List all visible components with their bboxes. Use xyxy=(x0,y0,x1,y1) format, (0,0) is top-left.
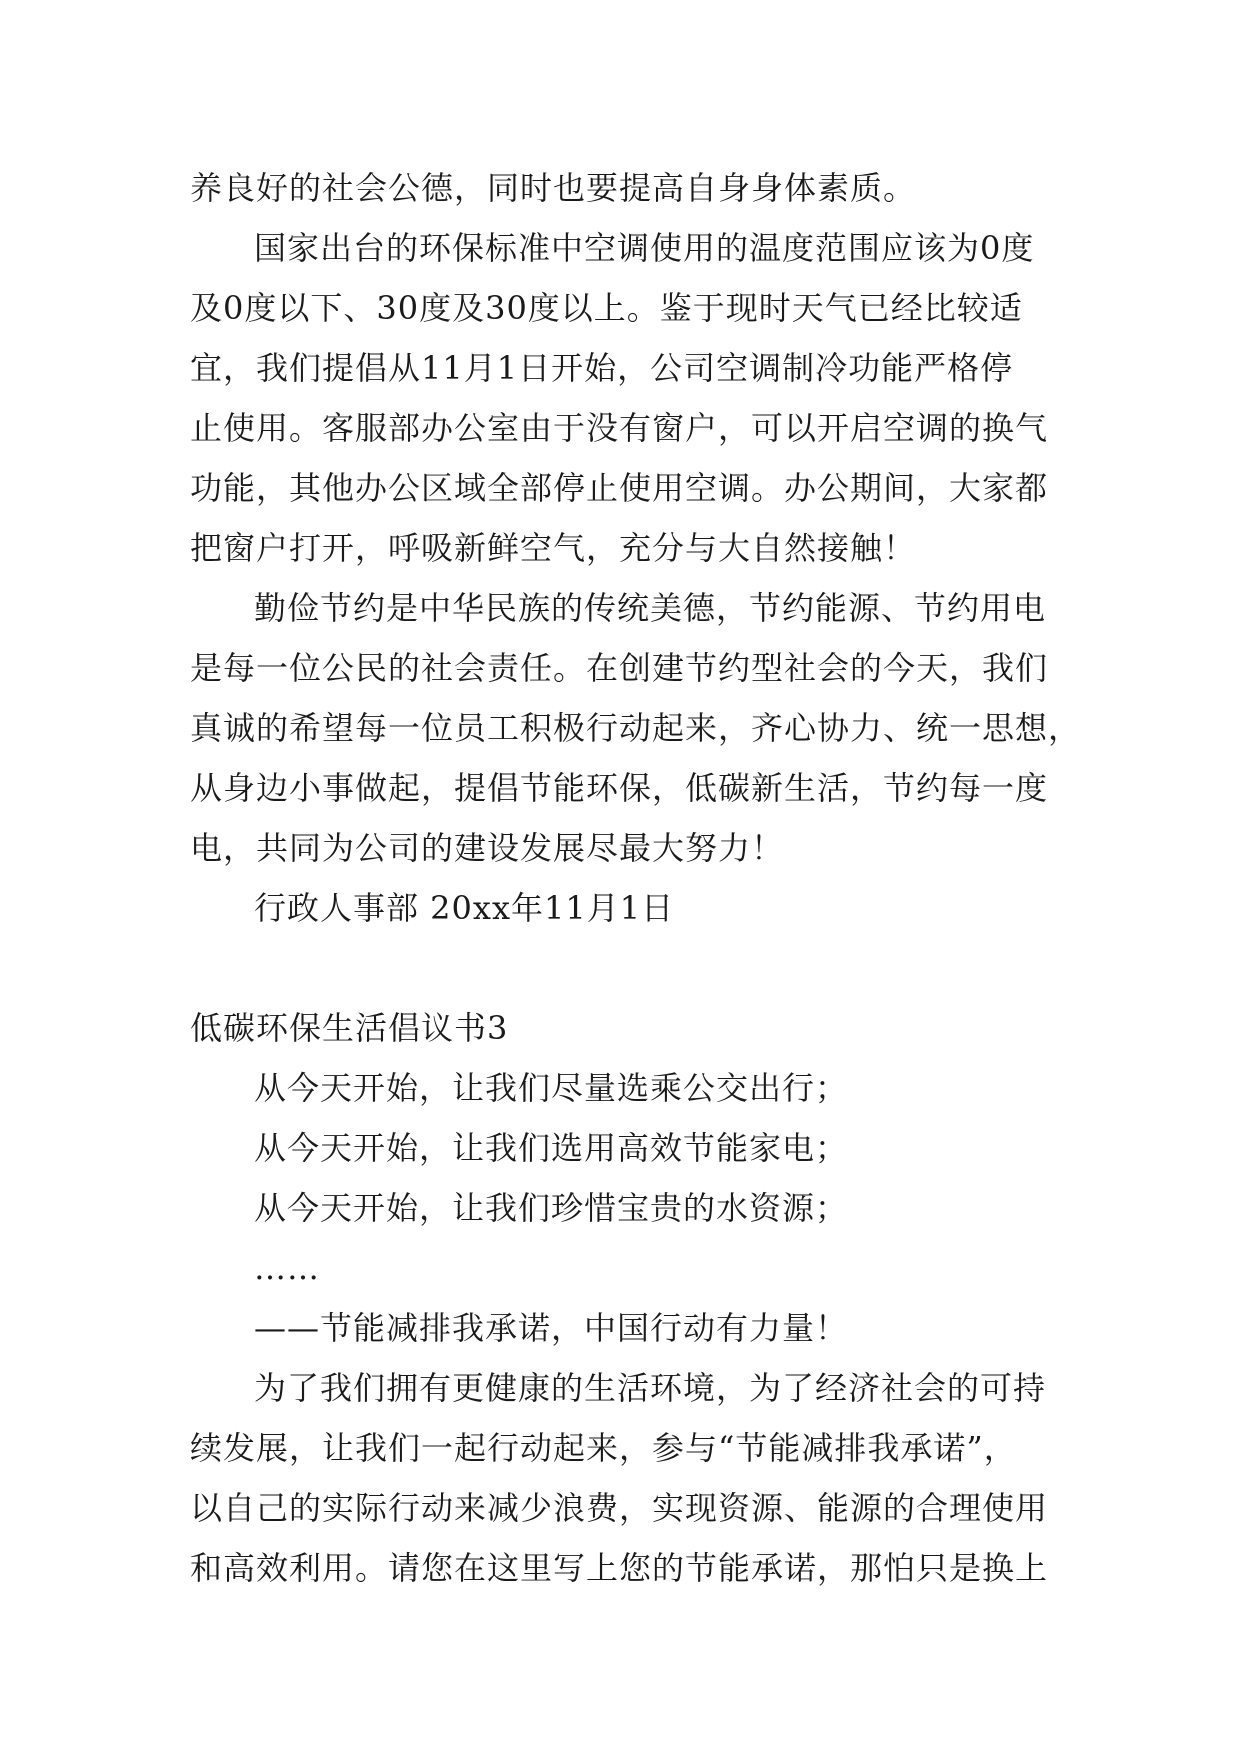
paragraph-line: 从身边小事做起，提倡节能环保，低碳新生活，节约每一度 xyxy=(190,769,1049,807)
paragraph-line: 勤俭节约是中华民族的传统美德，节约能源、节约用电 xyxy=(254,589,1047,627)
paragraph-line: 养良好的社会公德，同时也要提高自身身体素质。 xyxy=(190,169,917,207)
paragraph-line: 以自己的实际行动来减少浪费，实现资源、能源的合理使用 xyxy=(190,1489,1049,1527)
ellipsis-line: …… xyxy=(254,1249,320,1287)
document-body xyxy=(190,158,1082,1598)
slogan-line: ——节能减排我承诺，中国行动有力量！ xyxy=(254,1309,849,1347)
paragraph-line: 把窗户打开，呼吸新鲜空气，充分与大自然接触！ xyxy=(190,529,917,567)
paragraph-line: 宜，我们提倡从11月1日开始，公司空调制冷功能严格停 xyxy=(190,349,1014,387)
paragraph-line: 及0度以下、30度及30度以上。鉴于现时天气已经比较适 xyxy=(190,289,1023,327)
paragraph-line: 真诚的希望每一位员工积极行动起来，齐心协力、统一思想， xyxy=(190,709,1082,747)
paragraph-line: 和高效利用。请您在这里写上您的节能承诺，那怕只是换上 xyxy=(190,1549,1049,1587)
section-spacer xyxy=(190,938,1070,998)
signature-line: 行政人事部 20xx年11月1日 xyxy=(254,889,675,927)
paragraph-line: 功能，其他办公区域全部停止使用空调。办公期间，大家都 xyxy=(190,469,1049,507)
paragraph-line: 电，共同为公司的建设发展尽最大努力！ xyxy=(190,829,785,867)
paragraph-line: 为了我们拥有更健康的生活环境，为了经济社会的可持 xyxy=(254,1369,1047,1407)
paragraph-line: 止使用。客服部办公室由于没有窗户，可以开启空调的换气 xyxy=(190,409,1049,447)
paragraph-line: 国家出台的环保标准中空调使用的温度范围应该为0度 xyxy=(254,229,1035,267)
slogan-line: 从今天开始，让我们尽量选乘公交出行； xyxy=(254,1069,849,1107)
paragraph-line: 续发展，让我们一起行动起来，参与“节能减排我承诺”， xyxy=(190,1429,1017,1467)
paragraph-line: 是每一位公民的社会责任。在创建节约型社会的今天，我们 xyxy=(190,649,1049,687)
slogan-line: 从今天开始，让我们选用高效节能家电； xyxy=(254,1129,849,1167)
section-title: 低碳环保生活倡议书3 xyxy=(190,1009,509,1047)
slogan-line: 从今天开始，让我们珍惜宝贵的水资源； xyxy=(254,1189,849,1227)
